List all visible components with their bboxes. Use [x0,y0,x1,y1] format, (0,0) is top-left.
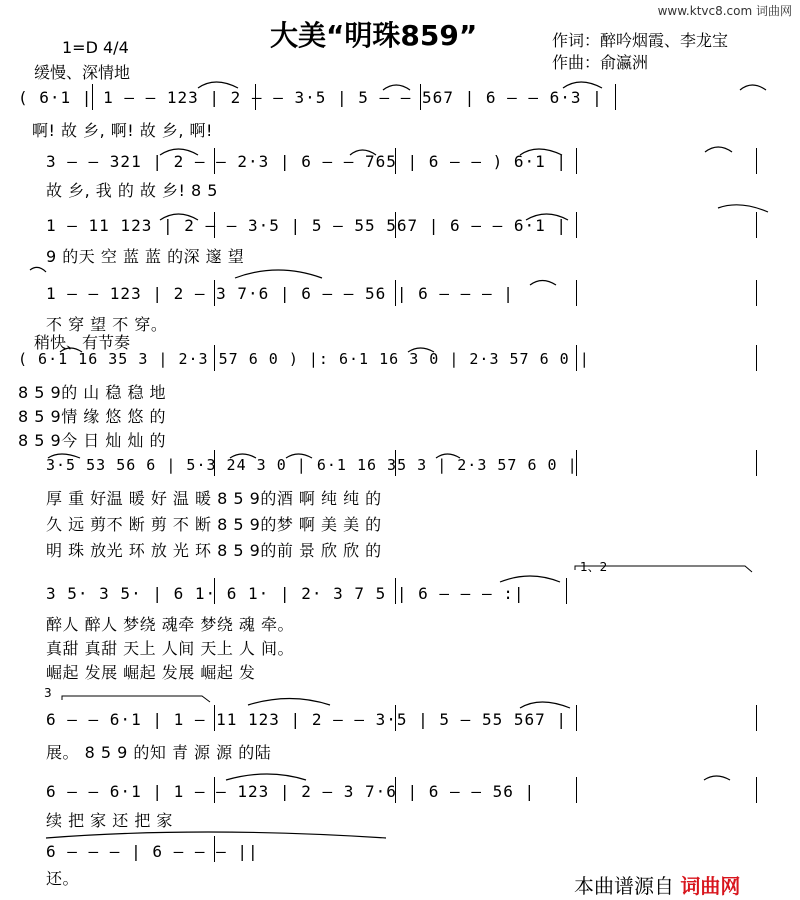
notation-line-5: ( 6·1 16 35 3 | 2·3 57 6 0 ) |: 6·1 16 3 0 | 2·3 57 6 0 | [18,350,590,368]
bar-line [576,280,577,306]
bar-line [756,345,757,371]
bar-line [756,777,757,803]
volta-second-ending: 3 [44,686,52,700]
notation-line-6: 3·5 53 56 6 | 5·3 24 3 0 | 6·1 16 35 3 | 2·3 57 6 0 | [46,456,578,474]
lyrics-line-5a: 8 5 9的 山 稳 稳 地 [18,383,167,402]
composer-credit: 作曲：俞瀛洲 [552,53,649,72]
source-credit [574,870,740,899]
lyrics-line-2: 故 乡, 我 的 故 乡! 8 5 [46,181,218,200]
bar-line [576,212,577,238]
notation-line-9: 6 — — 6·1 | 1 — — 123 | 2 — 3 7·6 | 6 — — 56 | [46,782,536,801]
bar-line [756,148,757,174]
lyrics-line-6c: 明 珠 放光 环 放 光 环 8 5 9的前 景 欣 欣 的 [46,541,382,560]
source-label: 本曲谱源自 [574,874,674,898]
song-title: 大美“明珠859” [270,19,478,52]
tempo-marking-intro: 缓慢、深情地 [34,63,131,82]
lyrics-line-1: 啊! 故 乡, 啊! 故 乡, 啊! [32,121,213,140]
bar-line [756,212,757,238]
site-watermark: www.ktvc8.com 词曲网 [657,4,792,18]
bar-line [576,705,577,731]
bar-line [576,777,577,803]
lyrics-line-5b: 8 5 9情 缘 悠 悠 的 [18,407,167,426]
bar-line [756,450,757,476]
lyrics-line-3: 9 的天 空 蓝 蓝 的深 邃 望 [46,247,245,266]
notation-line-2: 3 — — 321 | 2 — — 2·3 | 6 — — 765 | 6 — — ) 6·1 | [46,152,568,171]
notation-line-4: 1 — — 123 | 2 — 3 7·6 | 6 — — 56 | 6 — — — | [46,284,514,303]
notation-line-1: ( 6·1 | 1 — — 123 | 2 — — 3·5 | 5 — — 567 | 6 — — 6·3 | [18,88,603,107]
lyrics-line-7b: 真甜 真甜 天上 人间 天上 人 间。 [46,639,295,658]
bar-line [576,148,577,174]
notation-line-7: 3 5· 3 5· | 6 1· 6 1· | 2· 3 7 5 | 6 — — — :| [46,584,525,603]
source-site-link[interactable]: 词曲网 [680,874,741,898]
notation-line-10: 6 — — — | 6 — — — || [46,842,259,861]
key-time-signature: 1=D 4/4 [62,38,129,57]
notation-line-3: 1 — 11 123 | 2 — — 3·5 | 5 — 55 567 | 6 — — 6·1 | [46,216,568,235]
tempo-marking-middle: 稍快、有节奏 [34,333,131,352]
lyrics-line-10: 还。 [46,869,80,888]
bar-line [756,280,757,306]
lyrics-line-6a: 厚 重 好温 暖 好 温 暖 8 5 9的酒 啊 纯 纯 的 [46,489,382,508]
lyrics-line-7c: 崛起 发展 崛起 发展 崛起 发 [46,663,256,682]
lyrics-line-4: 不 穿 望 不 穿。 [46,315,168,334]
lyricist-credit: 作词：醉吟烟霞、李龙宝 [552,31,729,50]
volta-first-ending: 1、2 [580,560,608,574]
lyrics-line-6b: 久 远 剪不 断 剪 不 断 8 5 9的梦 啊 美 美 的 [46,515,382,534]
lyrics-line-7a: 醉人 醉人 梦绕 魂牵 梦绕 魂 牵。 [46,615,295,634]
notation-line-8: 6 — — 6·1 | 1 — 11 123 | 2 — — 3·5 | 5 — 55 567 | [46,710,568,729]
lyrics-line-5c: 8 5 9今 日 灿 灿 的 [18,431,167,450]
bar-line [756,705,757,731]
bar-line [615,84,616,110]
lyrics-line-9: 续 把 家 还 把 家 [46,811,173,830]
bar-line [566,578,567,604]
lyrics-line-8: 展。 8 5 9 的知 青 源 源 的陆 [46,743,272,762]
